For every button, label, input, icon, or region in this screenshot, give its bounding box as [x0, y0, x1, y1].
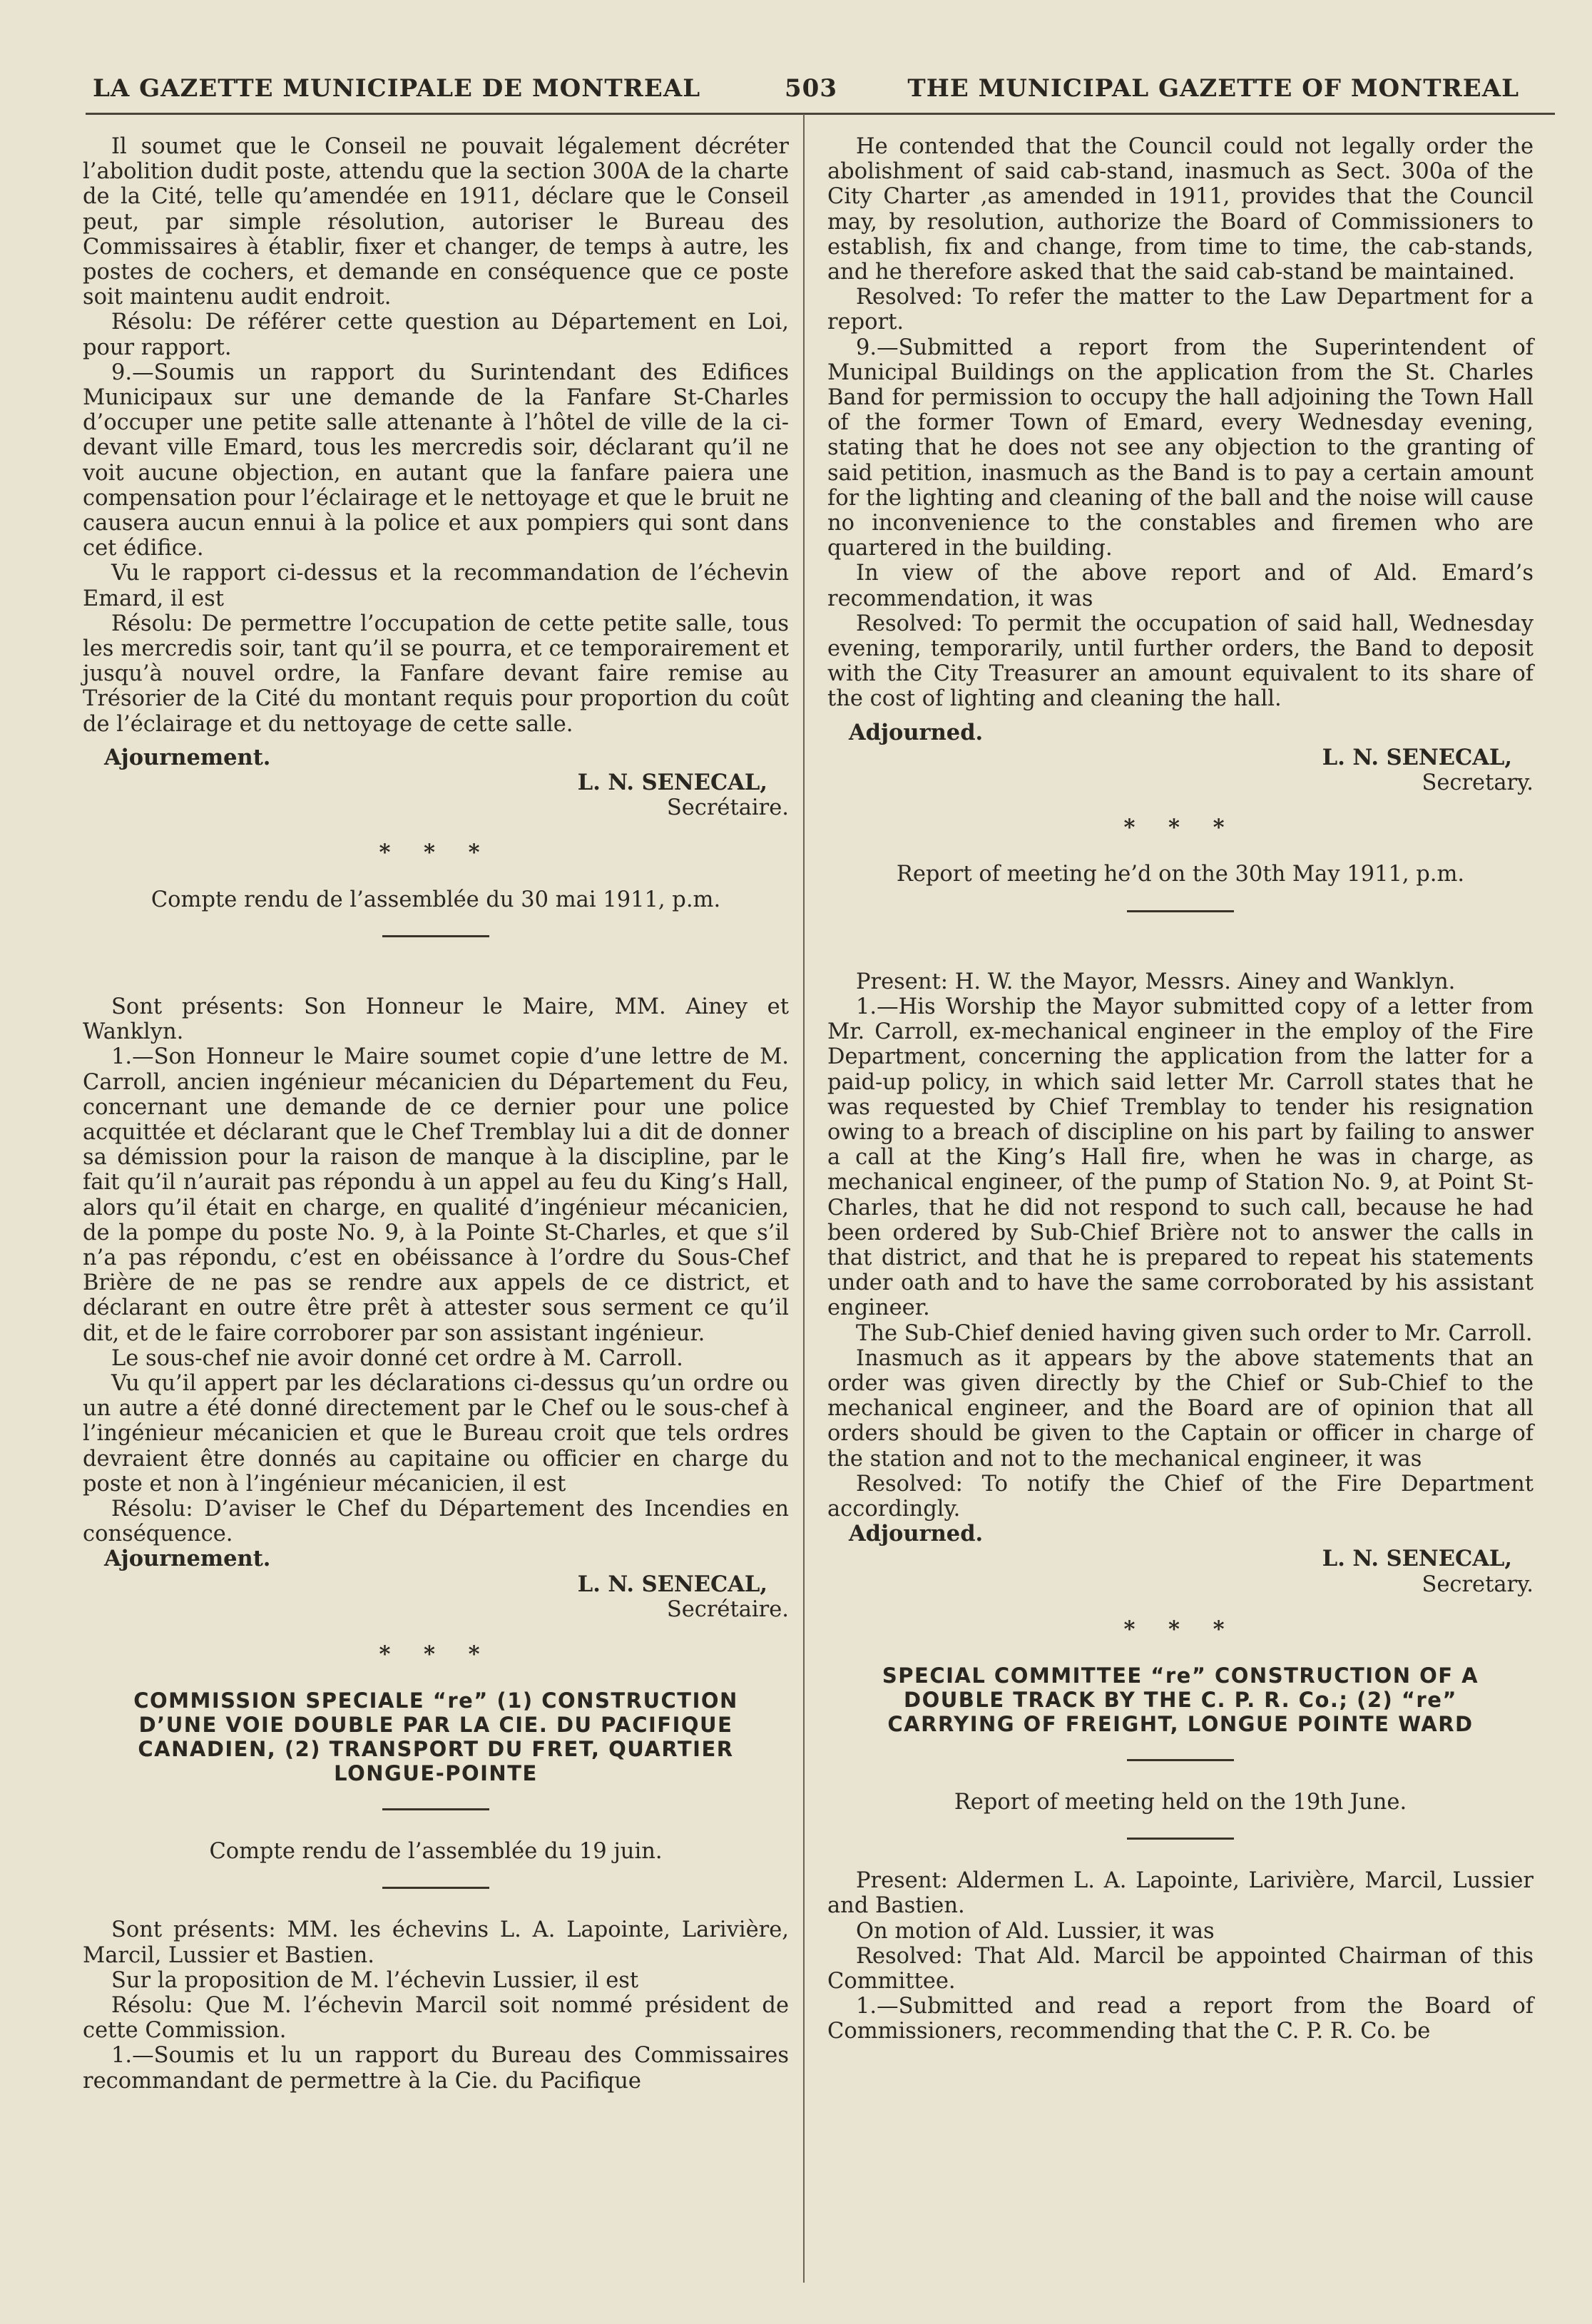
- paragraph: The Sub-Chief denied having given such order to Mr. Carroll.: [856, 1320, 1533, 1346]
- english-column: [827, 134, 1534, 2044]
- header-rule: [86, 113, 1555, 115]
- meeting-report-heading: Compte rendu de l’assemblée du 30 mai 1911, p.m.: [150, 887, 721, 912]
- signature-title: Secretary.: [1422, 1571, 1534, 1597]
- section-separator: * * *: [379, 1641, 493, 1667]
- paragraph: 1.—His Worship the Mayor submitted copy of a letter from Mr. Carroll, ex-mechanical engineer in the employ of the Fire Department, concerning the application from the latter for a paid-up policy, in which said letter Mr. Carroll states that he was requested by Chief Tremblay to tender his resignation owing to a breach of discipline on his part by failing to answer a call at the King’s Hall fire, when he was in charge, as mechanical engineer, of the pump of Station No. 9, at Point St-Charles, that he did not respond to such call, because he had been ordered by Sub-Chief Brière not to answer the calls in that district, and that he is prepared to repeat his statements under oath and to have the same corroborated by his assistant engineer.: [827, 994, 1534, 1321]
- paragraph: Sont présents: MM. les échevins L. A. Lapointe, Larivière, Marcil, Lussier et Bastien.: [83, 1917, 789, 1968]
- header-title-fr: LA GAZETTE MUNICIPALE DE MONTREAL: [93, 74, 701, 103]
- short-rule: [382, 1808, 489, 1810]
- paragraph: 9.—Submitted a report from the Superintendent of Municipal Buildings on the application from the St. Charles Band for permission to occupy the hall adjoining the Town Hall of the former Town of Emard, every Wednesday evening, stating that he does not see any objection to the granting of said petition, inasmuch as the Band is to pay a certain amount for the lighting and cleaning of the ball and the noise will cause no inconvenience to the constables and firemen who are quartered in the building.: [827, 335, 1534, 561]
- meeting-report-heading: Report of meeting held on the 19th June.: [954, 1789, 1407, 1815]
- paragraph: Present: H. W. the Mayor, Messrs. Ainey and Wanklyn.: [856, 969, 1456, 994]
- paragraph: Inasmuch as it appears by the above statements that an order was given directly by the Chief or Sub-Chief to the mechanical engineer, and the Board are of opinion that all orders should be given to the Captain or officer in charge of the station and not to the mechanical engineer, it was: [827, 1345, 1534, 1472]
- paragraph: On motion of Ald. Lussier, it was: [856, 1918, 1215, 1944]
- short-rule: [1127, 1838, 1234, 1840]
- meeting-report-heading: Report of meeting he’d on the 30th May 1911, p.m.: [896, 862, 1465, 887]
- paragraph: Il soumet que le Conseil ne pouvait légalement décréter l’abolition dudit poste, attendu que la section 300A de la charte de la Cité, telle qu’amendée en 1911, déclare que le Conseil peut, par simple résolution, autoriser le Bureau des Commissaires à établir, fixer et changer, de temps à autre, les postes de cochers, et demande en conséquence que ce poste soit maintenu audit endroit.: [83, 134, 789, 310]
- header-title-en: THE MUNICIPAL GAZETTE OF MONTREAL: [907, 74, 1519, 103]
- adjournment: Adjourned.: [849, 719, 984, 745]
- section-separator: * * *: [1123, 1616, 1238, 1642]
- signature-title: Secrétaire.: [666, 795, 789, 821]
- page-number: 503: [785, 74, 837, 103]
- paragraph: Vu qu’il appert par les déclarations ci-dessus qu’un ordre ou un autre a été donné directement par le Chef ou le sous-chef à l’ingénieur mécanicien et que le Bureau croit que tels ordres devraient être donnés au capitaine ou officier en charge du poste et non à l’ingénieur mécanicien, il est: [83, 1370, 789, 1497]
- paragraph: 1.—Soumis et lu un rapport du Bureau des Commissaires recommandant de permettre à la Cie. du Pacifique: [83, 2043, 789, 2094]
- adjournment: Ajournement.: [104, 1546, 271, 1572]
- section-separator: * * *: [379, 840, 493, 866]
- paragraph: Résolu: D’aviser le Chef du Département des Incendies en conséquence.: [83, 1496, 789, 1547]
- adjournment: Ajournement.: [104, 744, 271, 770]
- paragraph: Résolu: Que M. l’échevin Marcil soit nommé président de cette Commission.: [83, 1992, 789, 2044]
- paragraph: Sont présents: Son Honneur le Maire, MM. Ainey et Wanklyn.: [83, 994, 789, 1045]
- paragraph: Résolu: De référer cette question au Département en Loi, pour rapport.: [83, 310, 789, 360]
- paragraph: 9.—Soumis un rapport du Surintendant des Edifices Municipaux sur une demande de la Fanfare St-Charles d’occuper une petite salle attenante à l’hôtel de ville de la ci-devant ville Emard, tous les mercredis soir, déclarant qu’il ne voit aucune objection, en autant que la fanfare paiera une compensation pour l’éclairage et le nettoyage et que le bruit ne causera aucun ennui à la police et aux pompiers qui sont dans cet édifice.: [83, 360, 789, 561]
- short-rule: [1127, 1759, 1234, 1761]
- paragraph: Résolu: De permettre l’occupation de cette petite salle, tous les mercredis soir, tant qu’il se pourra, et ce temporairement et jusqu’à nouvel ordre, la Fanfare devant faire remise au Trésorier de la Cité du montant requis pour proportion du coût de l’éclairage et du nettoyage de cette salle.: [83, 611, 789, 737]
- short-rule: [382, 1887, 489, 1889]
- paragraph: Present: Aldermen L. A. Lapointe, Larivière, Marcil, Lussier and Bastien.: [827, 1868, 1534, 1919]
- short-rule: [382, 935, 489, 937]
- committee-heading: COMMISSION SPECIALE “re” (1) CONSTRUCTION D’UNE VOIE DOUBLE PAR LA CIE. DU PACIFIQUE CANADIEN, (2) TRANSPORT DU FRET, QUARTIER LONGUE-POINTE: [133, 1688, 738, 1786]
- paragraph: 1.—Son Honneur le Maire soumet copie d’une lettre de M. Carroll, ancien ingénieur mécanicien du Département du Feu, concernant une demande de ce dernier pour une police acquittée et déclarant que le Chef Tremblay lui a dit de donner sa démission pour la raison de manque à la discipline, par le fait qu’il n’aurait pas répondu à un appel au feu du King’s Hall, alors qu’il était en charge, en qualité d’ingénieur mécanicien, de la pompe du poste No. 9, à la Pointe St-Charles, et que s’il n’a pas répondu, c’est en obéissance à l’ordre du Sous-Chef Brière de ne pas se rendre aux appels de ce district, et déclarant en outre être prêt à attester sous serment ce qu’il dit, et de le faire corroborer par son assistant ingénieur.: [83, 1044, 789, 1346]
- signature-title: Secrétaire.: [666, 1596, 789, 1622]
- paragraph: Sur la proposition de M. l’échevin Lussier, il est: [111, 1967, 639, 1993]
- paragraph: 1.—Submitted and read a report from the Board of Commissioners, recommending that the C. P. R. Co. be: [827, 1994, 1534, 2044]
- paragraph: Resolved: To notify the Chief of the Fire Department accordingly.: [827, 1471, 1534, 1522]
- paragraph: Le sous-chef nie avoir donné cet ordre à M. Carroll.: [111, 1345, 683, 1371]
- signature-name: L. N. SENECAL,: [1322, 1546, 1512, 1572]
- french-column: [83, 134, 789, 2094]
- section-separator: * * *: [1123, 815, 1238, 841]
- paragraph: Resolved: To permit the occupation of said hall, Wednesday evening, temporarily, until further orders, the Band to deposit with the City Treasurer an amount equivalent to its share of the cost of lighting and cleaning the hall.: [827, 611, 1534, 712]
- paragraph: Resolved: To refer the matter to the Law Department for a report.: [827, 285, 1534, 335]
- page-header: [86, 68, 1526, 104]
- paragraph: He contended that the Council could not legally order the abolishment of said cab-stand, inasmuch as Sect. 300a of the City Charter ,as amended in 1911, provides that the Council may, by resolution, authorize the Board of Commissioners to establish, fix and change, from time to time, the cab-stands, and he therefore asked that the said cab-stand be maintained.: [827, 134, 1534, 285]
- signature-title: Secretary.: [1422, 770, 1534, 796]
- adjournment: Adjourned.: [849, 1521, 984, 1547]
- paragraph: Vu le rapport ci-dessus et la recommandation de l’échevin Emard, il est: [83, 561, 789, 611]
- paragraph: Resolved: That Ald. Marcil be appointed Chairman of this Committee.: [827, 1943, 1534, 1994]
- column-divider: [803, 114, 805, 2283]
- signature-name: L. N. SENECAL,: [577, 770, 767, 796]
- signature-name: L. N. SENECAL,: [1322, 744, 1512, 770]
- paragraph: In view of the above report and of Ald. Emard’s recommendation, it was: [827, 561, 1534, 611]
- signature-name: L. N. SENECAL,: [577, 1571, 767, 1597]
- committee-heading: SPECIAL COMMITTEE “re” CONSTRUCTION OF A DOUBLE TRACK BY THE C. P. R. Co.; (2) “re” CARRYING OF FREIGHT, LONGUE POINTE WARD: [882, 1663, 1479, 1736]
- meeting-report-heading: Compte rendu de l’assemblée du 19 juin.: [209, 1839, 663, 1865]
- short-rule: [1127, 910, 1234, 912]
